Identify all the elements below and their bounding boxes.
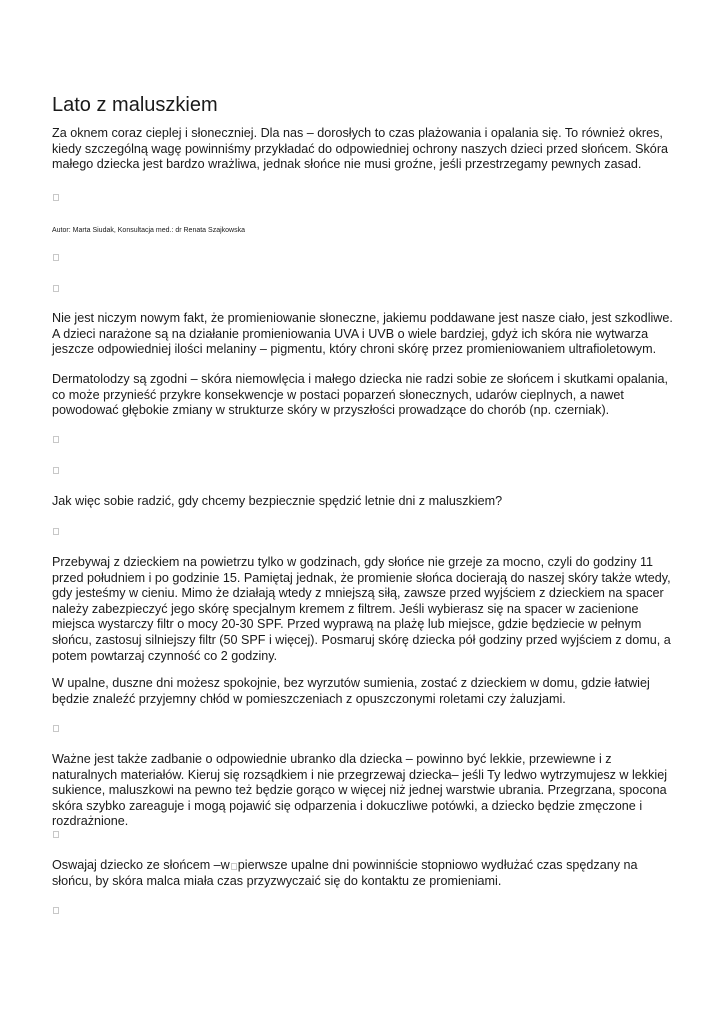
missing-image-icon [53,436,59,443]
missing-glyph-icon [231,863,237,870]
paragraph: Przebywaj z dzieckiem na powietrzu tylko w godzinach, gdy słońce nie grzeje za mocno, czyli do godziny 11 przed południem i po godzinie 15. Pamiętaj jednak, że promienie słońca docierają do naszej skóry także wtedy, gdy jesteśmy w cieniu. Mimo że działają wtedy z mniejszą siłą, zawsze przed wyjściem z dzieckiem na spacer należy zabezpieczyć jego skórę specjalnym kremem z filtrem. Jeśli wybierasz się na spacer w zacienione miejsca wystarczy filtr o mocy 20-30 SPF. Przed wyprawą na plażę lub miejsce, gdzie będziecie w pełnym słońcu, zastosuj silniejszy filtr (50 SPF i więcej). Posmaruj skórę dziecka pół godziny przed wyjściem z domu, a potem powtarzaj czynność co 2 godziny. [52,555,671,663]
missing-image-icon [53,528,59,535]
paragraph: Ważne jest także zadbanie o odpowiednie ubranko dla dziecka – powinno być lekkie, przewiewne i z naturalnych materiałów. Kieruj się rozsądkiem i nie przegrzewaj dziecka– jeśli Ty ledwo wytrzymujesz w lekkiej sukience, maluszkowi na pewno też będzie gorąco w więcej niż jednej warstwie ubrania. Przegrzana, spocona skóra szybko zareaguje i mogą pojawić się odparzenia i dokuczliwe potówki, a dziecko będzie zmęczone i rozdrażnione. [52,752,668,829]
author-line: Autor: Marta Siudak, Konsultacja med.: dr Renata Szajkowska [52,227,245,234]
missing-image-icon [53,907,59,914]
intro-paragraph: Za oknem coraz cieplej i słoneczniej. Dla nas – dorosłych to czas plażowania i opalania się. To również okres, kiedy szczególną wagę powinniśmy przykładać do odpowiedniej ochrony naszych dzieci przed słońcem. Skóra małego dziecka jest bardzo wrażliwa, jednak słońce nie musi groźne, jeśli przestrzegamy pewnych zasad. [52,126,669,172]
question-paragraph: Jak więc sobie radzić, gdy chcemy bezpiecznie spędzić letnie dni z maluszkiem? [52,494,503,508]
missing-image-icon [53,194,59,201]
missing-image-icon [53,467,59,474]
paragraph [52,858,674,889]
missing-image-icon [53,725,59,732]
paragraph: Nie jest niczym nowym fakt, że promieniowanie słoneczne, jakiemu poddawane jest nasze ciało, jest szkodliwe. A dzieci narażone są na działanie promieniowania UVA i UVB o wiele bardziej, gdyż ich skóra nie wytwarza jeszcze odpowiedniej ilości melaniny – pigmentu, który chroni skórę przez promieniowaniem ultrafioletowym. [52,311,673,357]
paragraph: Dermatolodzy są zgodni – skóra niemowlęcia i małego dziecka nie radzi sobie ze słońcem i skutkami opalania, co może przynieść przykre konsekwencje w postaci poparzeń słonecznych, udarów cieplnych, a nawet powodować głębokie zmiany w strukturze skóry w przyszłości prowadzące do chorób (np. czerniak). [52,372,668,418]
page-title: Lato z maluszkiem [52,94,218,116]
missing-image-icon [53,831,59,838]
missing-image-icon [53,254,59,261]
paragraph-start: Oswajaj dziecko ze słońcem –w [52,858,230,872]
paragraph: W upalne, duszne dni możesz spokojnie, bez wyrzutów sumienia, zostać z dzieckiem w domu, gdzie łatwiej będzie znaleźć przyjemny chłód w pomieszczeniach z opuszczonymi roletami czy żaluzjami. [52,676,650,706]
missing-image-icon [53,285,59,292]
paragraph-rest: pierwsze upalne dni powinniście stopniowo wydłużać czas spędzany na słońcu, by skóra malca miała czas przyzwyczaić się do kontaktu ze promieniami. [52,858,638,888]
